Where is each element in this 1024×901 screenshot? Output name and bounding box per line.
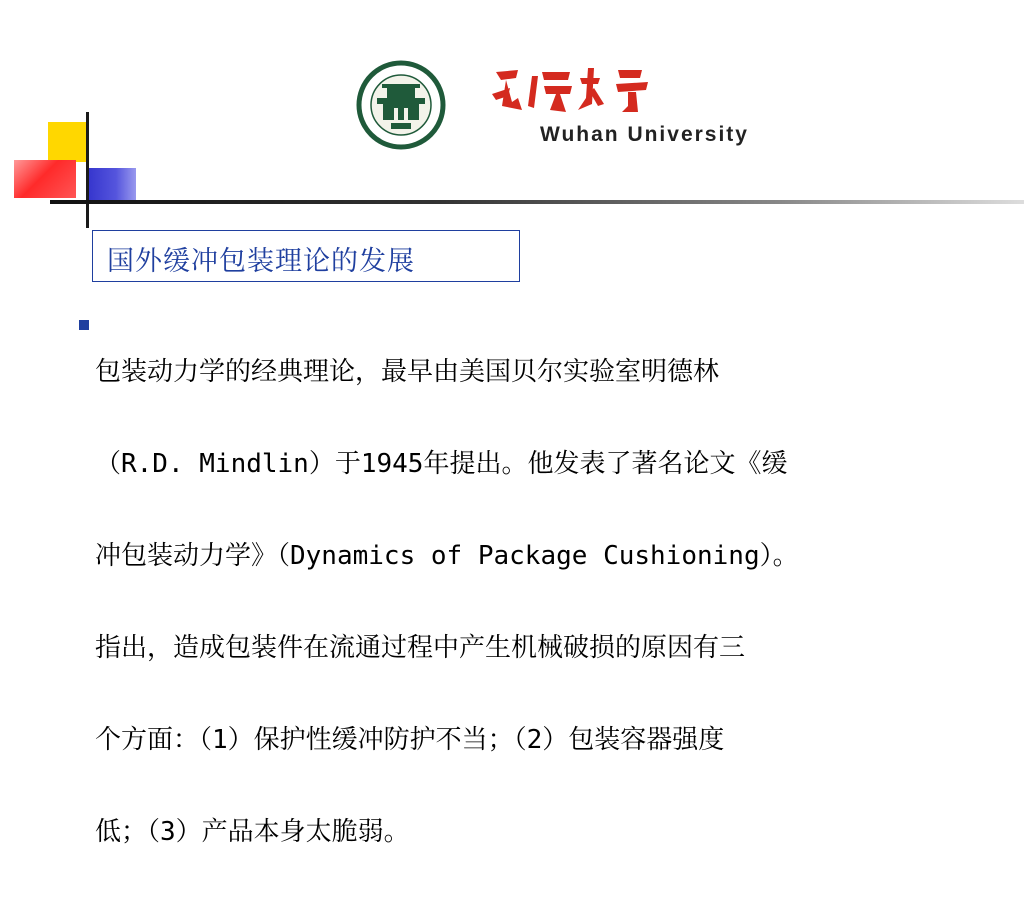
- decor-red-square: [14, 160, 76, 198]
- university-logo: [356, 58, 776, 158]
- decor-blue-square: [86, 168, 136, 204]
- university-seal-icon: [359, 63, 443, 147]
- body-line: 冲包装动力学》（Dynamics of Package Cushioning）。: [95, 541, 799, 571]
- body-line: 个方面：（1）保护性缓冲防护不当；（2）包装容器强度: [95, 725, 725, 755]
- decor-vertical-line: [86, 112, 89, 228]
- body-line: 包装动力学的经典理论，最早由美国贝尔实验室明德林: [95, 357, 720, 387]
- decor-horizontal-rule: [50, 200, 1024, 204]
- english-wordmark: Wuhan University: [540, 123, 749, 146]
- body-line: 低；（3）产品本身太脆弱。: [95, 817, 410, 847]
- body-line: 指出，造成包装件在流通过程中产生机械破损的原因有三: [95, 633, 746, 663]
- body-paragraph: [95, 303, 965, 901]
- section-heading: 国外缓冲包装理论的发展: [92, 230, 520, 282]
- chinese-calligraphy-wordmark: [492, 68, 648, 112]
- decor-yellow-square: [48, 122, 86, 162]
- bullet-icon: [79, 320, 89, 330]
- body-line: （R.D. Mindlin）于1945年提出。他发表了著名论文《缓: [95, 449, 788, 479]
